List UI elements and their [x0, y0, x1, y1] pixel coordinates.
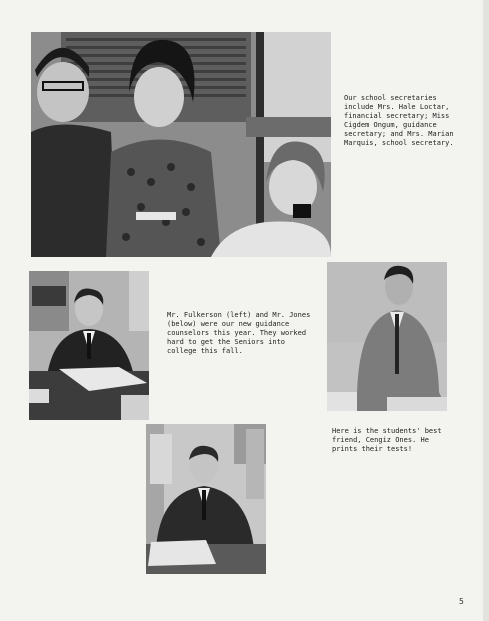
- page-number: 5: [459, 597, 464, 606]
- cengiz-caption: Here is the students' best friend, Cengiz Ones. He prints their tests!: [332, 427, 442, 453]
- secretaries-caption: Our school secretaries include Mrs. Hale Loctar, financial secretary; Miss Cigdem Ongum, guidance secretary; and Mrs. Marian Marquis, school secretary.: [344, 94, 454, 147]
- page-edge: [483, 0, 489, 621]
- jones-photo: [146, 424, 266, 574]
- counselors-caption: Mr. Fulkerson (left) and Mr. Jones (below) were our new guidance counselors this year. They worked hard to get the Seniors into college this fall.: [167, 311, 311, 355]
- cengiz-photo: [327, 262, 447, 411]
- secretaries-photo: [31, 32, 331, 257]
- fulkerson-photo: [29, 271, 149, 420]
